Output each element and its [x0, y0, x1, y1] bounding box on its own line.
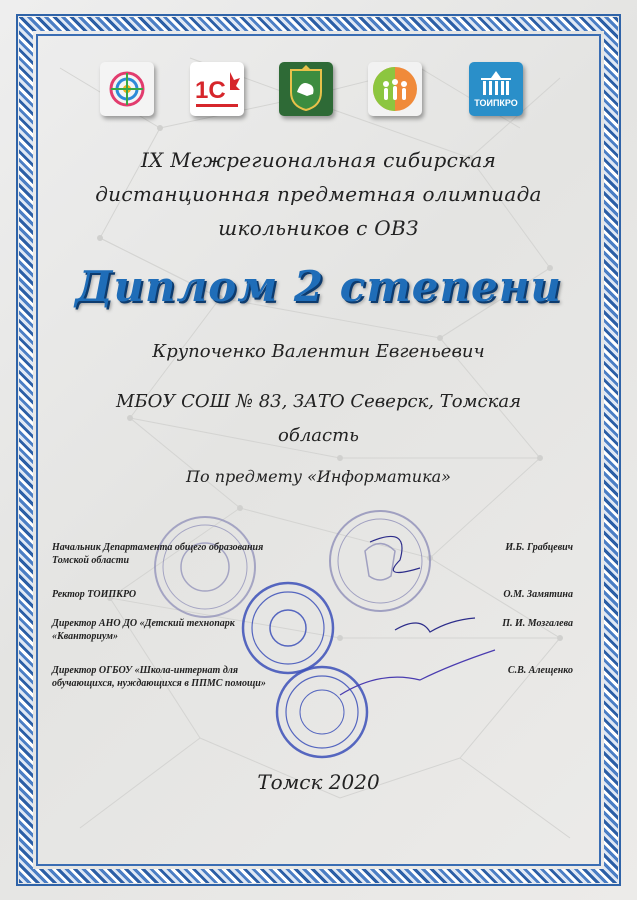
toipkro-logo-text: ТОИПКРО [474, 98, 518, 108]
school-line-1: МБОУ СОШ № 83, ЗАТО Северск, Томская [116, 391, 521, 412]
diploma-title: Диплом 2 степени [75, 262, 562, 311]
school-name [60, 385, 577, 453]
olympiad-title-line-3: школьников с ОВЗ [218, 216, 419, 240]
tomsk-coat-of-arms-icon [279, 62, 333, 116]
signature-position-3-line-2: «Кванториум» [52, 631, 118, 642]
toipkro-logo-icon [469, 62, 523, 116]
signature-position-2 [52, 588, 342, 601]
subject-line: По предмету «Информатика» [186, 467, 451, 486]
signature-person-1: И.Б. Грабцевич [505, 542, 573, 553]
signature-position-3 [52, 617, 342, 643]
signature-position-1-line-2: Томской области [52, 555, 130, 566]
olympiad-title [40, 143, 597, 245]
city-year: Томск 2020 [257, 770, 380, 794]
signature-person-2: О.М. Замятина [503, 589, 573, 600]
family-circle-logo-icon [368, 62, 422, 116]
signature-person-4: С.В. Алещенко [507, 665, 573, 676]
1c-logo-text: 1С [195, 77, 226, 104]
signature-position-1 [52, 541, 342, 567]
olympiad-title-line-2: дистанционная предметная олимпиада [95, 182, 542, 206]
school-line-2: область [278, 425, 359, 446]
signature-person-3: П. И. Мозгалева [502, 618, 573, 629]
signature-position-4-line-2: обучающихся, нуждающихся в ППМС помощи» [52, 678, 266, 689]
olympiad-title-line-1: IX Межрегиональная сибирская [140, 148, 497, 172]
signature-position-3-line-1: Директор АНО ДО «Детский технопарк [52, 618, 235, 629]
partner-logos [0, 62, 637, 124]
signature-position-2-line-1: Ректор ТОИПКРО [52, 589, 137, 600]
signature-position-4 [52, 664, 342, 690]
1c-logo-icon [190, 62, 244, 116]
signature-position-4-line-1: Директор ОГБОУ «Школа-интернат для [52, 665, 239, 676]
signature-position-1-line-1: Начальник Департамента общего образования [52, 542, 264, 553]
obrazovanie-logo-icon [100, 62, 154, 116]
recipient-name: Крупоченко Валентин Евгеньевич [152, 341, 485, 362]
